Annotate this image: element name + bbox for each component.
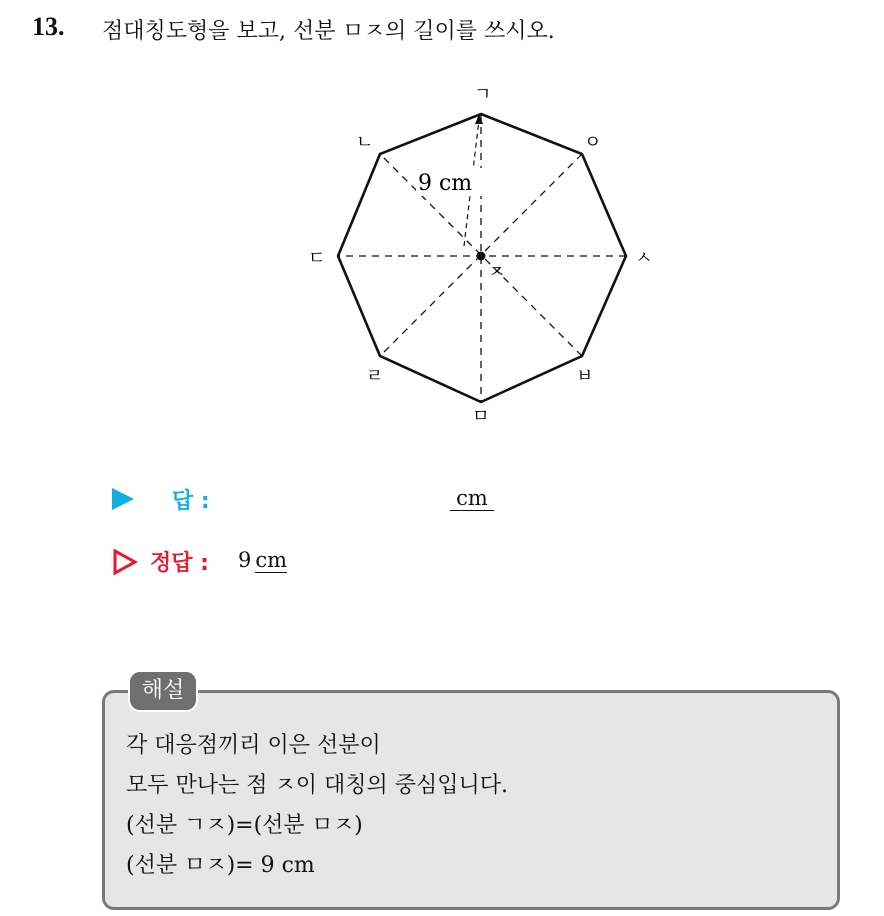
vertex-label-mieum: ㅁ	[472, 406, 490, 427]
question-text: 점대칭도형을 보고, 선분 ㅁㅈ의 길이를 쓰시오.	[102, 19, 555, 44]
vertex-label-ieung: ㅇ	[584, 132, 602, 153]
correct-answer-unit: cm	[255, 548, 288, 572]
center-point	[477, 252, 486, 261]
vertex-label-nieun: ㄴ	[356, 132, 374, 153]
vertex-label-bieup: ㅂ	[576, 366, 594, 387]
play-arrow-icon	[112, 488, 134, 510]
answer-row	[112, 482, 532, 516]
vertex-label-digeut: ㄷ	[308, 248, 326, 269]
vertex-label-giyeok: ㄱ	[474, 84, 492, 105]
answer-label: 답 :	[172, 489, 210, 514]
octagon-figure	[300, 78, 680, 438]
measure-label: 9 cm	[418, 171, 473, 196]
correct-answer-number: 9	[238, 548, 252, 572]
correct-answer-row	[112, 544, 532, 578]
question-number: 13.	[32, 12, 65, 41]
correct-answer-value	[238, 548, 287, 572]
explanation-tab: 해설	[128, 670, 198, 712]
explanation-line: (선분 ㄱㅈ)=(선분 ㅁㅈ)	[126, 813, 363, 838]
center-label-jieut: ㅈ	[488, 262, 506, 283]
explanation-line: 각 대응점끼리 이은 선분이	[126, 733, 381, 758]
outline-arrow-icon	[112, 549, 138, 575]
explanation-text	[126, 726, 508, 886]
vertex-label-rieul: ㄹ	[366, 366, 384, 387]
octagon-svg	[300, 78, 680, 438]
explanation-line: (선분 ㅁㅈ)= 9 cm	[126, 853, 315, 878]
explanation-line: 모두 만나는 점 ㅈ이 대칭의 중심입니다.	[126, 773, 508, 798]
vertex-label-siot: ㅅ	[635, 248, 653, 269]
correct-answer-label: 정답 :	[150, 551, 209, 576]
answer-unit-blank[interactable]: cm	[450, 486, 494, 511]
